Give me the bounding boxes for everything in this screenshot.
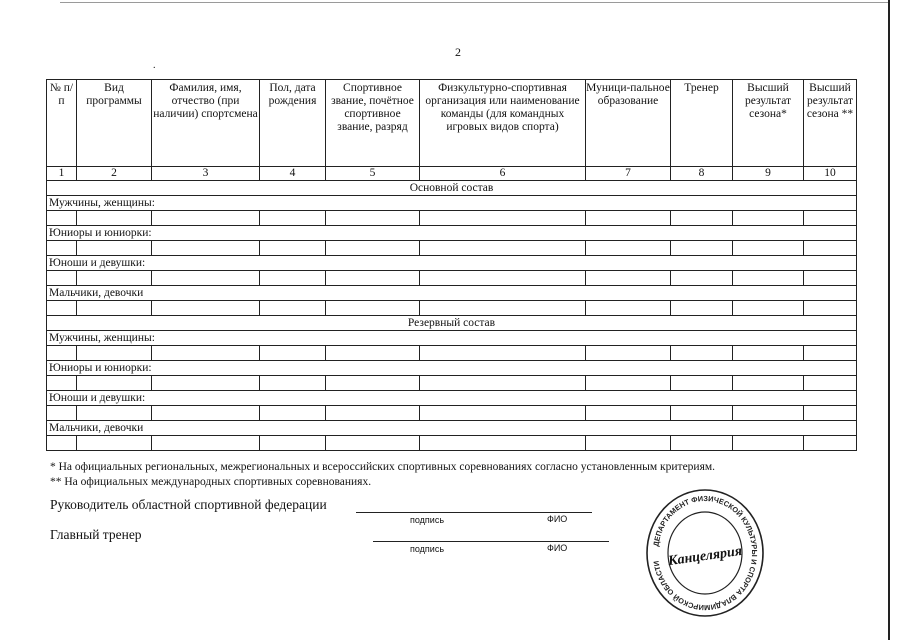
entry-cell[interactable]: [47, 241, 77, 256]
column-number-cell: 3: [152, 167, 260, 181]
entry-cell[interactable]: [47, 436, 77, 451]
entry-cell[interactable]: [804, 301, 857, 316]
footnote-1: * На официальных региональных, межрегиональных и всероссийских спортивных соревнованиях согласно установленным критериям.: [50, 461, 716, 473]
entry-cell[interactable]: [804, 406, 857, 421]
entry-cell[interactable]: [326, 241, 420, 256]
page-number: 2: [455, 45, 461, 59]
entry-cell[interactable]: [47, 211, 77, 226]
entry-cell[interactable]: [77, 376, 152, 391]
entry-cell[interactable]: [47, 301, 77, 316]
coach-name-caption: ФИО: [547, 543, 568, 553]
coach-sign-caption: подпись: [410, 544, 445, 554]
category-row: [47, 361, 857, 376]
entry-cell[interactable]: [733, 211, 804, 226]
entry-cell[interactable]: [260, 241, 326, 256]
entry-cell[interactable]: [586, 436, 671, 451]
category-row: [47, 391, 857, 406]
entry-cell[interactable]: [671, 211, 733, 226]
entry-cell[interactable]: [420, 241, 586, 256]
entry-cell[interactable]: [804, 376, 857, 391]
entry-cell[interactable]: [77, 436, 152, 451]
entry-cell[interactable]: [152, 211, 260, 226]
entry-cell[interactable]: [260, 301, 326, 316]
col-header-6: Физкультурно-спортивная организация или наименование команды (для командных игровых видов спорта): [420, 80, 586, 167]
entry-cell[interactable]: [733, 241, 804, 256]
entry-cell[interactable]: [152, 241, 260, 256]
entry-cell[interactable]: [152, 346, 260, 361]
entry-cell[interactable]: [77, 406, 152, 421]
entry-cell[interactable]: [47, 271, 77, 286]
entry-cell[interactable]: [671, 241, 733, 256]
column-number-cell: 9: [733, 167, 804, 181]
entry-cell[interactable]: [804, 211, 857, 226]
entry-cell[interactable]: [47, 376, 77, 391]
section-row: [47, 181, 857, 196]
coach-signature-line[interactable]: [373, 541, 609, 542]
entry-cell[interactable]: [420, 406, 586, 421]
entry-cell[interactable]: [152, 436, 260, 451]
entry-row: [47, 211, 857, 226]
entry-cell[interactable]: [77, 271, 152, 286]
entry-row: [47, 241, 857, 256]
category-row: [47, 421, 857, 436]
entry-cell[interactable]: [586, 406, 671, 421]
entry-cell[interactable]: [326, 301, 420, 316]
column-number-cell: 5: [326, 167, 420, 181]
entry-cell[interactable]: [47, 406, 77, 421]
category-row: [47, 256, 857, 271]
category-row: [47, 226, 857, 241]
entry-cell[interactable]: [671, 436, 733, 451]
entry-cell[interactable]: [420, 211, 586, 226]
col-header-8: Тренер: [671, 80, 733, 167]
entry-row: [47, 406, 857, 421]
header-row: [47, 80, 857, 167]
col-header-5: Спортивное звание, почётное спортивное звание, разряд: [326, 80, 420, 167]
stamp-ring-text: ДЕПАРТАМЕНТ ФИЗИЧЕСКОЙ КУЛЬТУРЫ И СПОРТА ВЛАДИМИРСКОЙ ОБЛАСТИ: [651, 493, 760, 613]
entry-cell[interactable]: [733, 301, 804, 316]
section-title: Резервный состав: [47, 316, 857, 331]
entry-cell[interactable]: [671, 346, 733, 361]
head-signature-label: Руководитель областной спортивной федерации: [50, 497, 327, 512]
entry-cell[interactable]: [47, 346, 77, 361]
entry-cell[interactable]: [733, 406, 804, 421]
category-label: Мальчики, девочки: [47, 286, 857, 301]
entry-cell[interactable]: [326, 211, 420, 226]
entry-row: [47, 376, 857, 391]
entry-cell[interactable]: [326, 406, 420, 421]
head-sign-caption: подпись: [410, 515, 445, 525]
entry-cell[interactable]: [152, 301, 260, 316]
entry-row: [47, 436, 857, 451]
entry-cell[interactable]: [420, 301, 586, 316]
entry-cell[interactable]: [77, 211, 152, 226]
entry-cell[interactable]: [152, 406, 260, 421]
scan-right-edge: [888, 0, 890, 640]
entry-cell[interactable]: [77, 346, 152, 361]
column-number-cell: 4: [260, 167, 326, 181]
category-label: Мужчины, женщины:: [47, 331, 857, 346]
entry-cell[interactable]: [671, 376, 733, 391]
category-row: [47, 196, 857, 211]
head-signature-line[interactable]: [356, 512, 592, 513]
column-number-cell: 6: [420, 167, 586, 181]
entry-cell[interactable]: [326, 271, 420, 286]
entry-cell[interactable]: [733, 346, 804, 361]
entry-cell[interactable]: [326, 346, 420, 361]
category-label: Юноши и девушки:: [47, 391, 857, 406]
scan-edge-line: [60, 2, 890, 3]
category-label: Мужчины, женщины:: [47, 196, 857, 211]
entry-cell[interactable]: [260, 271, 326, 286]
official-stamp: [645, 488, 765, 618]
entry-cell[interactable]: [420, 376, 586, 391]
entry-cell[interactable]: [586, 376, 671, 391]
entry-cell[interactable]: [733, 271, 804, 286]
entry-cell[interactable]: [420, 436, 586, 451]
entry-cell[interactable]: [586, 241, 671, 256]
entry-row: [47, 346, 857, 361]
entry-cell[interactable]: [586, 301, 671, 316]
scan-speck: .: [153, 60, 156, 71]
athlete-roster-table: [46, 79, 857, 451]
section-row: [47, 316, 857, 331]
stamp-center-text: Канцелярия: [667, 543, 743, 570]
entry-cell[interactable]: [804, 271, 857, 286]
category-row: [47, 286, 857, 301]
entry-cell[interactable]: [260, 436, 326, 451]
entry-cell[interactable]: [733, 376, 804, 391]
category-label: Юниоры и юниорки:: [47, 226, 857, 241]
entry-cell[interactable]: [77, 241, 152, 256]
col-header-4: Пол, дата рождения: [260, 80, 326, 167]
col-header-10: Высший результат сезона **: [804, 80, 857, 167]
col-header-2: Вид программы: [77, 80, 152, 167]
entry-row: [47, 301, 857, 316]
entry-cell[interactable]: [586, 346, 671, 361]
entry-cell[interactable]: [260, 346, 326, 361]
category-row: [47, 331, 857, 346]
category-label: Мальчики, девочки: [47, 421, 857, 436]
entry-cell[interactable]: [326, 436, 420, 451]
footnote-2: ** На официальных международных спортивных соревнованиях.: [50, 476, 372, 488]
entry-cell[interactable]: [586, 271, 671, 286]
footnotes: [50, 460, 715, 490]
col-header-3: Фамилия, имя, отчество (при наличии) спортсмена: [152, 80, 260, 167]
coach-signature-label: Главный тренер: [50, 527, 142, 542]
entry-cell[interactable]: [671, 406, 733, 421]
entry-cell[interactable]: [152, 271, 260, 286]
entry-cell[interactable]: [77, 301, 152, 316]
entry-cell[interactable]: [260, 211, 326, 226]
column-number-cell: 7: [586, 167, 671, 181]
section-title: Основной состав: [47, 181, 857, 196]
entry-cell[interactable]: [586, 211, 671, 226]
col-header-7: Муници-пальное образование: [586, 80, 671, 167]
column-number-cell: 10: [804, 167, 857, 181]
entry-cell[interactable]: [733, 436, 804, 451]
entry-cell[interactable]: [671, 271, 733, 286]
entry-cell[interactable]: [804, 436, 857, 451]
entry-row: [47, 271, 857, 286]
column-number-row: [47, 167, 857, 181]
entry-cell[interactable]: [152, 376, 260, 391]
category-label: Юниоры и юниорки:: [47, 361, 857, 376]
category-label: Юноши и девушки:: [47, 256, 857, 271]
column-number-cell: 1: [47, 167, 77, 181]
entry-cell[interactable]: [260, 406, 326, 421]
col-header-9: Высший результат сезона*: [733, 80, 804, 167]
column-number-cell: 2: [77, 167, 152, 181]
entry-cell[interactable]: [671, 301, 733, 316]
entry-cell[interactable]: [326, 376, 420, 391]
entry-cell[interactable]: [420, 346, 586, 361]
head-name-caption: ФИО: [547, 514, 568, 524]
entry-cell[interactable]: [804, 346, 857, 361]
entry-cell[interactable]: [420, 271, 586, 286]
entry-cell[interactable]: [804, 241, 857, 256]
column-number-cell: 8: [671, 167, 733, 181]
col-header-1: № п/п: [47, 80, 77, 167]
entry-cell[interactable]: [260, 376, 326, 391]
